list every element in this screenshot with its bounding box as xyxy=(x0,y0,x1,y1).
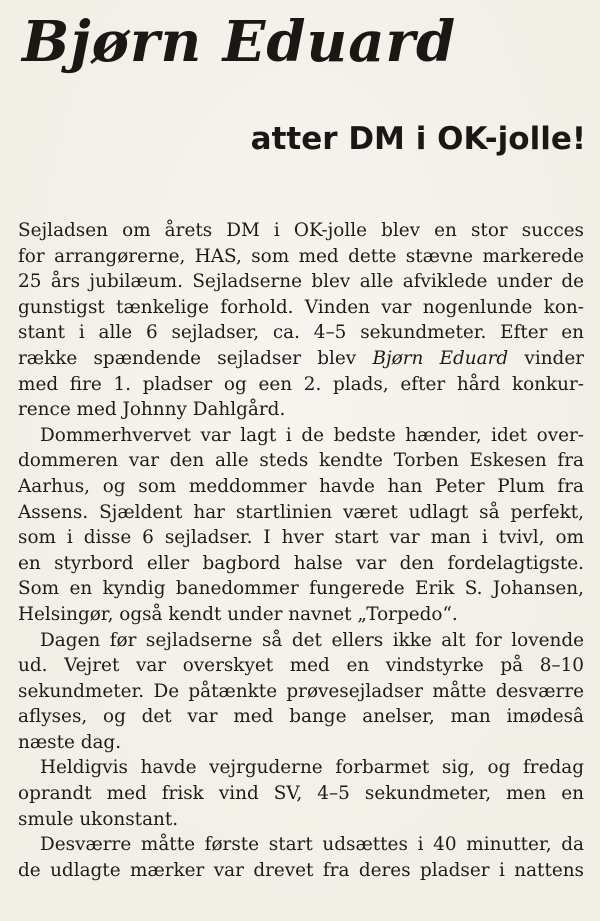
text-line xyxy=(18,448,584,474)
text-line xyxy=(18,474,584,500)
text-segment: Dagen før sejladserne så det ellers ikke alt for lovende xyxy=(40,629,584,651)
text-segment: stant i alle 6 sejladser, ca. 4–5 sekundmeter. Efter en xyxy=(18,322,584,344)
text-segment: 25 års jubilæum. Sejladserne blev alle afviklede under de xyxy=(18,271,584,293)
text-segment: række spændende sejladser blev xyxy=(18,347,373,369)
article-body xyxy=(18,218,584,883)
text-line xyxy=(18,576,584,602)
text-line xyxy=(18,218,584,244)
text-segment: gunstigst tænkelige forhold. Vinden var nogenlunde kon- xyxy=(18,296,584,318)
text-line xyxy=(18,525,584,551)
text-line xyxy=(18,269,584,295)
text-segment: vinder xyxy=(508,347,585,369)
text-segment: rence med Johnny Dahlgård. xyxy=(18,399,286,421)
text-line xyxy=(18,628,584,654)
text-segment: de udlagte mærker var drevet fra deres pladser i nattens xyxy=(18,859,584,881)
text-line xyxy=(18,346,584,372)
text-segment: smule ukonstant. xyxy=(18,808,179,830)
text-segment: en styrbord eller bagbord halse var den fordelagtigste. xyxy=(18,552,584,574)
article-paragraph xyxy=(18,218,584,423)
article-paragraph xyxy=(18,832,584,883)
text-segment: sekundmeter. De påtænkte prøvesejladser måtte desværre xyxy=(18,680,584,702)
text-line xyxy=(18,679,584,705)
text-line xyxy=(18,397,584,423)
text-segment: ud. Vejret var overskyet med en vindstyrke på 8–10 xyxy=(18,655,584,677)
text-line xyxy=(18,730,584,756)
text-line xyxy=(18,755,584,781)
text-line xyxy=(18,500,584,526)
text-segment: Heldigvis havde vejrguderne forbarmet sig, og fredag xyxy=(40,757,584,779)
text-line xyxy=(18,423,584,449)
article-subtitle: atter DM i OK-jolle! xyxy=(250,121,586,157)
text-line xyxy=(18,653,584,679)
text-line xyxy=(18,832,584,858)
text-segment: oprandt med frisk vind SV, 4–5 sekundmeter, men en xyxy=(18,783,584,805)
text-segment: Som en kyndig banedommer fungerede Erik S. Johansen, xyxy=(18,578,584,600)
text-segment: Dommerhvervet var lagt i de bedste hænder, idet over- xyxy=(40,424,584,446)
text-line xyxy=(18,602,584,628)
text-line xyxy=(18,781,584,807)
text-line xyxy=(18,295,584,321)
article-paragraph xyxy=(18,423,584,628)
text-segment: aflyses, og det var med bange anelser, man imødesâ xyxy=(18,706,584,728)
text-segment: næste dag. xyxy=(18,731,122,753)
text-segment: Assens. Sjældent har startlinien været udlagt så perfekt, xyxy=(18,501,584,523)
text-segment: dommeren var den alle steds kendte Torben Eskesen fra xyxy=(18,450,584,472)
text-segment: for arrangørerne, HAS, som med dette stævne markerede xyxy=(18,245,584,267)
article-title: Bjørn Eduard xyxy=(22,9,457,75)
article-paragraph xyxy=(18,628,584,756)
italic-name: Bjørn Eduard xyxy=(372,347,509,369)
text-line xyxy=(18,704,584,730)
text-line xyxy=(18,372,584,398)
text-segment: Sejladsen om årets DM i OK-jolle blev en stor succes xyxy=(18,220,584,241)
text-line xyxy=(18,320,584,346)
text-segment: som i disse 6 sejladser. I hver start var man i tvivl, om xyxy=(18,527,584,549)
text-line xyxy=(18,807,584,833)
text-segment: Aarhus, og som meddommer havde han Peter Plum fra xyxy=(18,475,584,497)
text-segment: med fire 1. pladser og een 2. plads, efter hård konkur- xyxy=(18,373,584,395)
text-segment: Helsingør, også kendt under navnet „Torpedo“. xyxy=(18,603,458,625)
text-line xyxy=(18,244,584,270)
article-paragraph xyxy=(18,755,584,832)
text-line xyxy=(18,858,584,884)
text-line xyxy=(18,551,584,577)
text-segment: Desværre måtte første start udsættes i 40 minutter, da xyxy=(40,834,584,856)
